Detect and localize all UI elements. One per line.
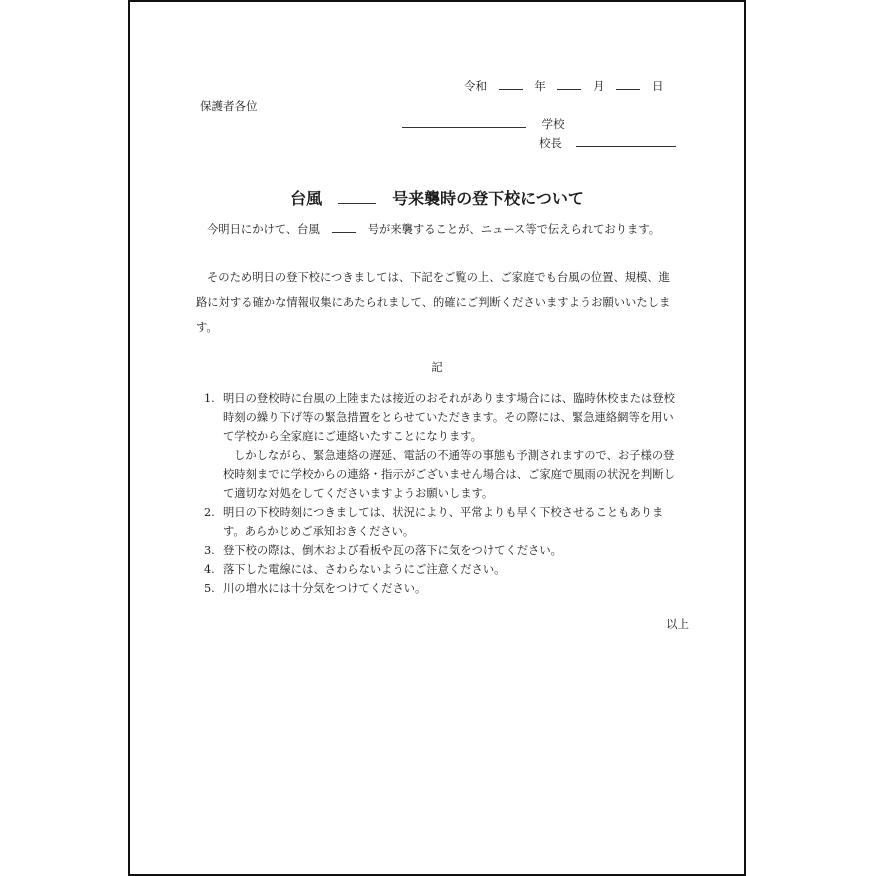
- list-item: [204, 503, 682, 541]
- closing-mark: 以上: [666, 617, 689, 631]
- page-title: [130, 186, 744, 209]
- ki-heading: 記: [431, 360, 443, 374]
- title-suffix: 号来襲時の登下校について: [392, 189, 584, 208]
- list-item: [204, 541, 682, 560]
- list-item-number: 3.: [204, 544, 215, 557]
- intro-typhoon-number-blank: [332, 222, 356, 233]
- list-item-text: 明日の下校時刻につきましては、状況により、平常よりも早く下校させることもあります。あらかじめご承知おきください。: [223, 506, 664, 538]
- principal-line: [539, 135, 676, 151]
- recipient: 保護者各位: [200, 99, 258, 113]
- typhoon-number-blank: [338, 191, 376, 204]
- list-item-text: 明日の登校時に台風の上陸または接近のおそれがあります場合には、臨時休校または登校時刻の繰り下げ等の緊急措置をとらせていただきます。その際には、緊急連絡網等を用いて学校から全家庭にご連絡いたすことになります。: [223, 392, 675, 443]
- month-blank: [557, 79, 581, 90]
- list-item-number: 1.: [204, 392, 215, 405]
- intro-p1-a: 今明日にかけて、台風: [207, 223, 320, 236]
- intro-p1-b: 号が来襲することが、ニュース等で伝えられておりま: [367, 223, 639, 236]
- principal-label: 校長: [539, 136, 562, 150]
- day-label: 日: [651, 79, 664, 93]
- list-item-number: 4.: [204, 563, 215, 576]
- era-label: 令和: [464, 79, 487, 93]
- list-item-text: 登下校の際は、倒木および看板や瓦の落下に気をつけてください。: [223, 544, 562, 557]
- intro-paragraph-2: そのため明日の登下校につきましては、下記をご覧の上、ご家庭でも台風の位置、規模、進路に対する確かな情報収集にあたられまして、的確にご判断くださいますようお願いいたします。: [196, 271, 671, 334]
- list-item-text: 川の増水には十分気をつけてください。: [223, 582, 427, 595]
- list-item: [204, 579, 682, 598]
- notice-list: [204, 389, 682, 598]
- list-item-number: 5.: [204, 582, 215, 595]
- date-line: [464, 78, 671, 94]
- list-item-text: 落下した電線には、さわらないようにご注意ください。: [223, 563, 506, 576]
- principal-name-blank: [576, 136, 676, 147]
- list-item-subparagraph: しかしながら、緊急連絡の遅延、電話の不通等の事態も予測されますので、お子様の登校時刻までに学校からの連絡・指示がございません場合は、ご家庭で風雨の状況を判断して適切な対処をしてくださいますようお願いします。: [223, 449, 675, 500]
- school-line: [402, 116, 565, 132]
- list-item-number: 2.: [204, 506, 215, 519]
- list-item: [204, 389, 682, 503]
- intro-p1-c: す。: [638, 223, 661, 236]
- school-label: 学校: [541, 117, 565, 131]
- intro-paragraph-1: [196, 217, 676, 242]
- year-label: 年: [534, 79, 546, 93]
- year-blank: [499, 79, 523, 90]
- day-blank: [616, 79, 640, 90]
- month-label: 月: [593, 79, 605, 93]
- document-page: [128, 0, 746, 876]
- list-item: [204, 560, 682, 579]
- school-name-blank: [402, 117, 526, 128]
- title-prefix: 台風: [290, 189, 323, 208]
